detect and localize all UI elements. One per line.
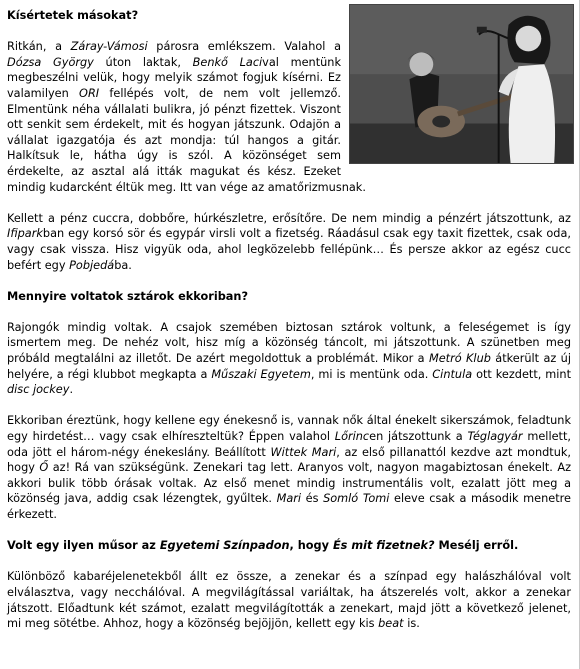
person-name: Záray-Vámosi: [70, 40, 148, 54]
band-performance-photo: [349, 4, 574, 164]
person-name: Cintula: [432, 367, 473, 381]
venue-name: Metró Klub: [428, 352, 491, 366]
question-heading: Volt egy ilyen műsor az Egyetemi Színpadon, hogy És mit fizetnek? Mesélj erről.: [7, 539, 519, 553]
term: disc jockey: [7, 383, 70, 397]
person-name: Wittek Mari: [270, 445, 337, 459]
photo-icon: [350, 5, 573, 163]
place-name: Lőrinc: [334, 430, 370, 444]
organisation-name: ORI: [79, 86, 100, 100]
question-heading: Mennyire voltatok sztárok ekkoriban?: [7, 289, 249, 303]
show-title: És mit fizetnek?: [332, 539, 435, 553]
answer-paragraph: Ekkoriban éreztünk, hogy kellene egy énekesnő is, vannak nők által énekelt sikerszámok, feladtunk egy hirdetést… vagy csak elhíreszteltük? Éppen valahol Lőrincen játszottunk a Téglagyár mellett, oda jött el három-négy énekeslány. Beállított Wittek Mari, az első pillanattól kezdve azt mondtuk, hogy Ő az! Rá van szükségünk. Zenekari tag lett. Aranyos volt, nagyon magabiztosan énekelt. Az akkori bulik több órásak voltak. Az első menet mindig instrumentális volt, ezalatt jött meg a közönség java, addig csak lézengtek, gyűltek. Mari és Somló Tomi eleve csak a második menetre érkezett.: [7, 414, 571, 521]
answer-paragraph: Rajongók mindig voltak. A csajok szemében biztosan sztárok voltunk, a feleségemet is így ismertem meg. De nehéz volt, hisz míg a közönség táncolt, mi játszottunk. A szünetben meg próbáld megtalálni az illetőt. De azért megoldottuk a problémát. Mikor a Metró Klub átkerült az új helyére, a régi klubbot megkapta a Műszaki Egyetem, mi is mentünk oda. Cintula ott kezdett, mint disc jockey.: [7, 320, 572, 397]
venue-name: Ifipark: [7, 227, 43, 241]
question-heading: Kísértetek másokat?: [7, 9, 139, 22]
answer-paragraph: Különböző kabaréjelenetekből állt ez össze, a zenekar és a színpad egy halászhálóval volt elválasztva, vagy necchálóval. A megvilágítással variáltak, ha átszerelés volt, akkor a zenekar játszott. Előadtunk két számot, ezalatt megvilágították a zenekart, majd jött a következő jelenet, mi meg sötétbe. Ahhoz, hogy a közönség bejöjjön, kellett egy kis beat is.: [7, 570, 571, 631]
place-name: Téglagyár: [467, 430, 523, 444]
person-name: Somló Tomi: [323, 492, 390, 506]
answer-paragraph: Ritkán, a Záray-Vámosi párosra emlékszem. Valahol a Dózsa György úton laktak, Benkő Lacival mentünk megbeszélni velük, hogy melyik számot fogjuk kísérni. Ez valamilyen ORI fellépés volt, de nem volt jellemző. Elmentünk néha vállalati bulikra, jó pénzt fizettek. Viszont ott senkit sem érdekelt, mit és hogyan játszunk. Odajön a vállalat igazgatója és azt mondja: túl hangos a gitár. Halkítsuk le, hátha úgy is szól. A közönséget sem érdekelte, az asztal alá itták magukat és kész. Ezeket mindig kudarcként éltük meg. Itt van vége az amatőrizmusnak.: [7, 40, 366, 194]
person-name: Mari: [276, 492, 302, 506]
venue-name: Műszaki Egyetem: [211, 367, 311, 381]
term: beat: [378, 617, 404, 631]
venue-name: Egyetemi Színpadon: [159, 539, 290, 553]
street-name: Dózsa György: [7, 55, 94, 69]
emphasis: Ő: [39, 461, 49, 475]
car-name: Pobjedá: [69, 258, 115, 272]
answer-paragraph: Kellett a pénz cuccra, dobbőre, húrkészletre, erősítőre. De nem mindig a pénzért játszottunk, az Ifiparkban egy korsó sör és egypár virsli volt a fizetség. Ráadásul csak egy taxit fizettek, csak oda, vagy csak vissza. Hisz vigyük oda, ahol legközelebb fellépünk… És persze akkor az egész cucc befért egy Pobjedába.: [7, 211, 571, 272]
person-name: Benkő Laci: [192, 55, 263, 69]
